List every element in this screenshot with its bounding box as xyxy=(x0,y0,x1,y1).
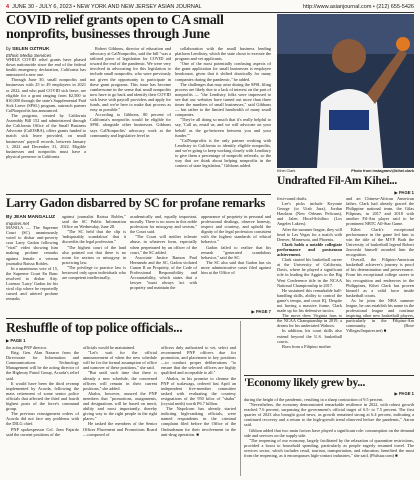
paragraph: "The highest court of the land also pointed out that there is no room for sexism or misogyny in practicing law. xyxy=(62,244,126,265)
paragraph: "The reopening of our economy, largely facilitated by the relaxation of quarantine restrictions, provided a boost to household spending, particularly as people eagerly resumed travel. The services sector, which includes retail, tourism, transportation, and education, benefited the most from the reopening, as it encompasses high-contact industries," she said. (Philstar.com) ■ xyxy=(244,437,414,459)
caption-name: Kihei Clark xyxy=(277,169,296,173)
covid-byline: by SELEN OZTRUK Ethnic Media Services xyxy=(6,46,86,59)
economy-continued: ▶ PAGE 1 xyxy=(394,391,414,396)
gadon-column-2 xyxy=(62,214,126,314)
continued-label: PAGE 1 xyxy=(398,190,414,195)
paragraph: the acting PNP director. xyxy=(6,345,47,350)
paragraph: PNP spokesperson Col. Jean Fajardo said the current positions of the xyxy=(6,426,79,437)
covid-column-2 xyxy=(90,46,171,191)
byline-org: Ethnic Media Services xyxy=(6,52,52,58)
paragraph: collaboration with the small business lending platform Lendistry, which the state chose to execute the program and vet applicants. xyxy=(175,46,271,62)
paragraph: Abalos, in his promise to cleanse the PNP of scalawags, ordered last April an independent five-member committee tasked with evaluating the courtesy resignations of the 950 kilos of "shabu" (crystal meth) worth P6.7 billion. xyxy=(161,375,236,407)
paragraph: Lee's picks include Keyonte George (to Utah Jazz), Jordan Hawkins (New Orleans Pelicans), and Jalen Hood-Schifino (Los Angeles Lakers). xyxy=(277,201,342,227)
kihei-headline: Undrafted Fil-Am Kihei... xyxy=(277,175,397,187)
paragraph: He tasked the members of the Senior Officer Placement and Promotions Board—composed of xyxy=(83,421,157,437)
paragraph: The SC also said that Gadon has six more administrative cases filed against him at the Office of xyxy=(201,259,271,276)
reshuffle-continued: ▶ PAGE 1 xyxy=(6,338,26,343)
paragraph: "One of the most potentially confusing aspects of the grant application for small businesses is employee headcount, given that it shifted drastically for many companies during the pandemic," he added. xyxy=(175,61,271,82)
byline-org: Inquirer.net xyxy=(6,220,30,226)
paragraph: The program, created by California Assembly Bill 152 and administered through the California Office of the Small Business Advocate (CalOSBA), offers grants funded to match sick leave provided, on small businesses' payroll records, between January 1, 2022 and December 31, 2022. Eligible businesses and nonprofits must have a physical presence in California. xyxy=(6,113,86,159)
paragraph: officials would be maintained. xyxy=(83,345,136,350)
paragraph: As he joins the NBA summer league, he can establish his name in the professional league and continue inspiring other new basketball players, particularly in the Filipino-Am community. (Rose Villegas/Inquirer.net) ■ xyxy=(346,297,414,334)
paragraph: Overall, the Filipino-American basketball achiever's journey is proof of his determination and perseverance. From his exceptional college career to his recognition and endeavors in the Philippines, Kihei Clark has proven himself as a valid force inside basketball courts. xyxy=(346,257,414,298)
paragraph: officers duly authorized to vet, select and recommend PNP officers due for promotion, and placement to key positions—to conduct proper deliberations "to ensure that the selected officers are highly qualified and acceptable to all." xyxy=(161,345,236,376)
gadon-continued: ▶ PAGE 7 xyxy=(251,309,271,314)
paragraph: first-round drafts. xyxy=(277,196,308,201)
paragraph: "The SC held that the clip is 'indisputably scandalous' that it discredits the legal profession." xyxy=(62,229,126,245)
divider xyxy=(244,375,414,376)
gadon-column-1 xyxy=(6,225,58,314)
byline-name: By JEAN MANGALUZ xyxy=(6,215,56,220)
gadon-headline: Larry Gadon disbarred by SC for profane remarks xyxy=(6,196,265,210)
paragraph: According to Gibbons, 80 percent of California's nonprofits would be eligible for SPSL alongside other businesses. Gibbons says CalNonprofits' advocacy work at the community and legislative level in xyxy=(90,112,171,138)
reshuffle-column-3 xyxy=(161,345,236,475)
paragraph: In addition, his court skills also extend beyond the U.S. basketball courts. xyxy=(277,328,342,344)
column-divider xyxy=(240,321,241,476)
kihei-clark-photo xyxy=(277,14,414,168)
paragraph: Brig. Gen. Alan Nazarro from the Directorate for Information and Communications Technology Management will be the acting director of the Highway Patrol Group, Acorda's relief said. xyxy=(6,350,79,381)
paragraph: during the height of the pandemic, resulting in a sharp contraction of 9.5 percent. xyxy=(244,397,384,402)
paragraph: against journalist Raissa Robles," said the SC Public Information Office on Wednesday, June 28. xyxy=(62,214,126,230)
paragraph: Through June 30, small nonprofits and businesses with 25 to 49 employees in 2021 or 2022, and who paid COVID sick leave, are eligible for a grant ranging from $2,500 to $10,000 through the state's Supplemental Paid Sick Leave (SPSL) program, outreach partner CalNonprofits has announced. xyxy=(6,77,86,113)
divider xyxy=(6,318,414,319)
paragraph: Clark holds a notable collegiate performance and postseason achievement. xyxy=(277,241,342,258)
paragraph: WHILE COVID relief grants have phased down nationwide since the end of the federal health emergency declaration, California has announced a new one. xyxy=(6,57,86,78)
paragraph: Gibbon added that two main factors have played a significant role: consumption on the demand side and services on the supply side. xyxy=(244,427,414,438)
covid-column-1 xyxy=(6,57,86,191)
player-photo-illustration xyxy=(277,14,414,168)
paragraph: "The Court will neither tolerate abuse, in whatever form, especially when perpetrated by an officer of the court," the SC added. xyxy=(130,234,197,255)
header-left xyxy=(6,4,202,10)
paragraph: The previous reassignment orders of Acorda did not face any problems with the DILG chief. xyxy=(6,411,79,427)
paragraph: The move drew Virginia fans to the NCAA Championship in 2019, a dream for his underrated Wahoos. xyxy=(277,313,342,329)
byline-name: SELEN OZTRUK xyxy=(12,47,50,52)
paragraph: Associate Justice Ramon Paul Hernando and the SC, Gadon violated Canon II on Propriety, of the Code of Professional Responsibility and Accountability, which states that a lawyer "must always 'act with propriety and maintain the xyxy=(130,254,197,291)
economy-column-1 xyxy=(244,397,414,475)
dateline: JUNE 30 - JULY 6, 2023 • NEW YORK AND NEW JERSEY ASIAN JOURNAL xyxy=(12,4,202,10)
photo-caption xyxy=(277,169,414,173)
reshuffle-headline: Reshuffle of top police officials... xyxy=(6,320,183,335)
paragraph: appearance of propriety in personal and professional dealings, observe honesty, respect and courtesy, and uphold the dignity of the legal profession consistent with the highest standards of ethical behavior." xyxy=(201,214,271,245)
paragraph: The Napolcom has already started indicting high-ranking officials, were named respondents in the criminal complaint filed before the Office of the Ombudsman for their involvement in the anti-drug operation. ■ xyxy=(161,406,236,437)
paragraph: He sustained this remarkable ball-handling skills, ability to control the game's tempo, and court IQ. Despite not having a massive frame, Clark made up for his defensive tactics. xyxy=(277,287,342,314)
page-header xyxy=(6,2,414,13)
reshuffle-column-2 xyxy=(83,345,157,475)
continued-label: PAGE 7 xyxy=(255,309,271,314)
paragraph: and an Chinese-African American father, Clark had already graced the Philippine national team, the Gilas Pilipinas, in 2017 and 2018 with another Fil-Am player said to be prominent NBTC All-Star Game. xyxy=(346,196,414,227)
page-number: 4 xyxy=(6,4,10,10)
paragraph: "CalNonprofits is the only partner working with Lendistry in California to identify eligible nonprofits, and we're going to keep working closely with Lendistry to give them a percentage of nonprofit referrals, so the way that we think about helping nonprofits in the context of state legislation," Gibbons added. xyxy=(175,137,271,169)
paragraph: Born from a Filipino mother xyxy=(282,343,331,349)
gadon-column-4 xyxy=(201,214,271,308)
header-contact: http://www.asianjournal.com • (212) 655-5426 xyxy=(302,4,414,10)
reshuffle-column-1 xyxy=(6,345,79,475)
paragraph: academically and, equally important, morally. There is no room in this noble profession for misogyny and sexism," the Court said. xyxy=(130,214,197,235)
paragraph: "But until such time that there is already a new schedule, the concerned officers will remain in their current positions," she added. xyxy=(83,370,157,391)
paragraph: "The privilege to practice law is bestowed only upon individuals who are competent intellectually, xyxy=(62,264,126,281)
paragraph: "They're all doing so much that it's really helpful to say, 'Call us, email us, and we will advocate on your behalf as the go-between between you and your funder.'" xyxy=(175,117,271,138)
paragraph: Clark started his basketball career at the University of California, Davis, where he played a significant role in leading the Aggies to the Big West Conference title in the NCAA National Championship in 2017. xyxy=(277,257,342,288)
paragraph: The challenges that may arise during the SPSL filing process are likely due to a lack of interest on the part of nonprofits — "the Lendistry folks were impressed to see that our websites have turned out more than three times the numbers of small businesses," said Gibbons — but rather to the limited bandwidth of many small companies. xyxy=(175,81,271,118)
paragraph: "Let's wait for the official announcement of when the new schedule will be for the formal assumption of office and turnover of these positions," she said. xyxy=(83,350,157,371)
paragraph: In a unanimous vote of 15, the Supreme Court En Banc resolved to disbar Atty. Lorenzo 'Larry' Gadon for his viral clip where he reportedly cursed and uttered profane remarks xyxy=(6,265,58,302)
kihei-column-1 xyxy=(277,196,342,376)
paragraph: Abalos, however, assured the PNP members that "promotions, assignments, and designations will be based on merit, ability and most importantly, thereby giving way to the right people in the right places." xyxy=(83,390,157,422)
caption-credit: Photo from Instagram/@kihei.clark xyxy=(351,169,414,173)
paragraph: MANILA — The Supreme Court (SC) unanimously voted to disbar anti-poverty czar Larry Gadon following "viral" video showing him making profane remarks against female a veteran journalist Raissa Robles. xyxy=(6,225,58,266)
paragraph: Kihei Clark's exceptional performance in the game led him to win the title of the MVP. Both the University of basketball legend Robert Jaworski himself awarded him the recognition. xyxy=(346,226,414,258)
covid-column-3 xyxy=(175,46,271,191)
paragraph: After the summer league, they will head to Las Vegas for a match with Denver, Minnesota, and Phoenix. xyxy=(277,226,342,242)
economy-headline: 'Economy likely grew by... xyxy=(244,377,366,389)
divider xyxy=(6,194,271,195)
kihei-column-2 xyxy=(346,196,414,376)
paragraph: Robert Gibbons, director of education and advocacy at CalNonprofits, said the bill "was a tailored piece of legislation for COVID aid toward the end of the pandemic. We were very involved in advocating for this legislation to include small nonprofits, who were previously not given the opportunity to participate in these grant programs. This issue has become cumbersome in the sense that small nonprofits now have to go back and identify their COVID sick leave with payroll providers and apply for funds, and we're here to make that process as easy as possible." xyxy=(90,46,171,113)
paragraph: Gadon failed to realize that his remark "generated scandalous behavior," said the SC. xyxy=(201,244,271,260)
gadon-column-3 xyxy=(130,214,197,314)
covid-headline: COVID relief grants open to CA small nonprofits, businesses through June xyxy=(6,13,224,43)
continued-label: PAGE 1 xyxy=(10,338,26,343)
continued-label: PAGE 1 xyxy=(398,391,414,396)
paragraph: It would have been the third revamp implemented by Acorda, following the mass retirement of some senior police officials that affected the third and fourth highest posts of the force's command group. xyxy=(6,380,79,412)
paragraph: "Nevertheless, the economy demonstrated remarkable resilience in 2022, with robust growth reached 7.6 percent, surpassing the government's official target of 6.5- to 7.5 percent. The first quarter of 2023 also brought good news, as growth remained strong at 6.4 percent, indicating a continued recovery and a return to the high-growth trend observed before the pandemic," Aaron said. xyxy=(244,402,414,428)
kihei-continued: ▶ PAGE 1 xyxy=(394,190,414,195)
